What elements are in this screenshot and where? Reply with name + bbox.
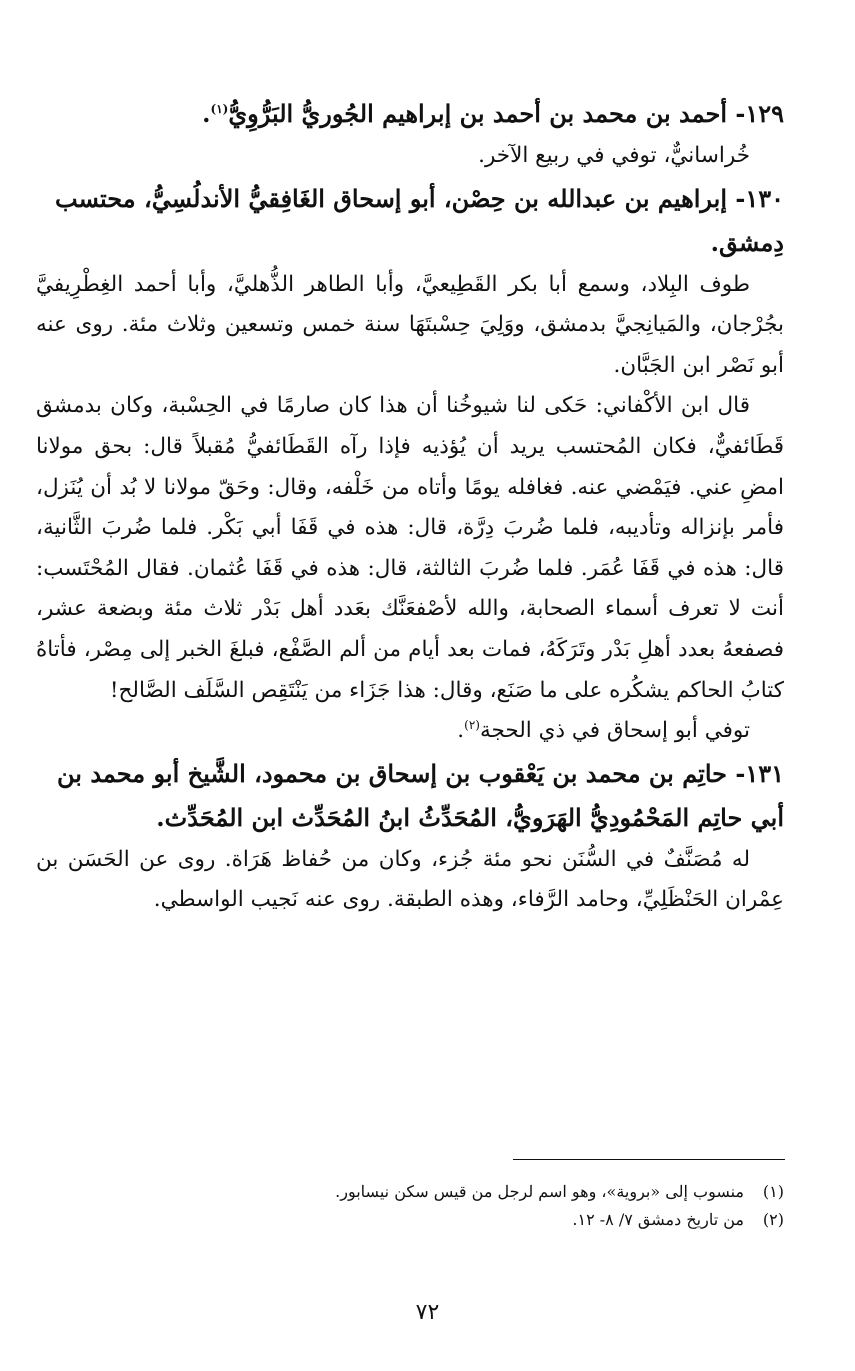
entry-130-closing <box>36 711 784 752</box>
entry-130-paragraph-2: قال ابن الأكْفاني: حَكى لنا شيوخُنا أن هذا كان صارمًا في الحِسْبة، وكان بدمشق قَطَائفيٌّ، فكان المُحتسب يريد أن يُؤذيه فإذا رآه القَطَائفيُّ مُقبلاً قال: بحق مولانا امضِ عني. فيَمْضي عنه. فغافله يومًا وأتاه من خَلْفه، وقال: وحَقّ مولانا لا بُد أن يُنَزل، فأمر بإنزاله وتأديبه، فلما ضُربَ دِرَّة، قال: هذه في قَفَا أبي بَكْر. فلما ضُربَ الثَّانية، قال: هذه في قَفَا عُمَر. فلما ضُربَ الثالثة، قال: هذه في قَفَا عُثمان. فقال المُحْتَسب: أنت لا تعرف أسماء الصحابة، والله لأصْفعَنَّك بعَدد أهل بَدْر ثلاث مئة وبضعة عشر، فصفعهُ بعدد أهلِ بَدْر وتَرَكَهُ، فمات بعد أيام من ألم الصَّفْع، فبلغَ الخبر إلى مِصْر، فأتاهُ كتابُ الحاكم يشكُره على ما صَنَع، وقال: هذا جَزَاء من يَنْتَقِص السَّلَف الصَّالح! <box>36 393 784 703</box>
page-body <box>36 92 784 921</box>
closing-text: توفي أبو إسحاق في ذي الحجة <box>479 718 750 744</box>
closing-end-mark: . <box>457 718 465 744</box>
footnote-divider <box>513 1159 785 1160</box>
footnote-ref-1[interactable]: (١) <box>210 102 229 116</box>
entry-129-text: خُراسانيٌّ، توفي في ربيع الآخر. <box>478 143 750 168</box>
footnote-1 <box>36 1178 784 1206</box>
entry-130-heading: ١٣٠- إبراهيم بن عبدالله بن حِصْن، أبو إسحاق الغَافِقيُّ الأندلُسِيُّ، محتسب دِمشق. <box>55 183 784 257</box>
footnote-ref-2[interactable]: (٢) <box>464 717 480 732</box>
footnote-number: (١) <box>762 1182 784 1201</box>
footnote-text: منسوب إلى «بروية»، وهو اسم لرجل من قيس سكن نيسابور. <box>335 1182 744 1201</box>
footnotes <box>36 1178 784 1234</box>
entry-131-heading: ١٣١- حاتِم بن محمد بن يَعْقوب بن إسحاق بن محمود، الشَّيخ أبو محمد بن أبي حاتِم المَحْمُودِيُّ الهَرَويُّ، المُحَدِّثُ ابنُ المُحَدِّث ابن المُحَدِّث. <box>57 758 784 832</box>
entry-129-title: ١٢٩- أحمد بن محمد بن أحمد بن إبراهيم الجُوريُّ البَرُّوِيُّ <box>228 99 784 128</box>
footnote-text: من تاريخ دمشق ٧/ ٨- ١٢. <box>572 1210 744 1229</box>
footnote-2 <box>36 1206 784 1234</box>
entry-131-paragraph-1: له مُصَنَّفٌ في السُّنَن نحو مئة جُزء، وكان من حُفاظ هَرَاة. روى عن الحَسَن بن عِمْران الحَنْظَلِيِّ، وحامد الرَّفاء، وهذه الطبقة. روى عنه نَجيب الواسطي. <box>36 846 784 913</box>
footnote-number: (٢) <box>762 1210 784 1229</box>
entry-129-heading <box>36 92 784 136</box>
entry-130-paragraph-1: طوف البِلاد، وسمع أبا بكر القَطِيعيَّ، وأبا الطاهر الذُّهليَّ، وأبا أحمد الغِطْرِيفيَّ بجُرْجان، والمَيانِجيَّ بدمشق، ووَلِيَ حِسْبتَهَا سنة خمس وتسعين وثلاث مئة. روى عنه أبو نَصْر ابن الجَبَّان. <box>36 271 784 378</box>
heading-end-mark: . <box>202 99 211 128</box>
page-number: ٧٢ <box>415 1300 440 1325</box>
